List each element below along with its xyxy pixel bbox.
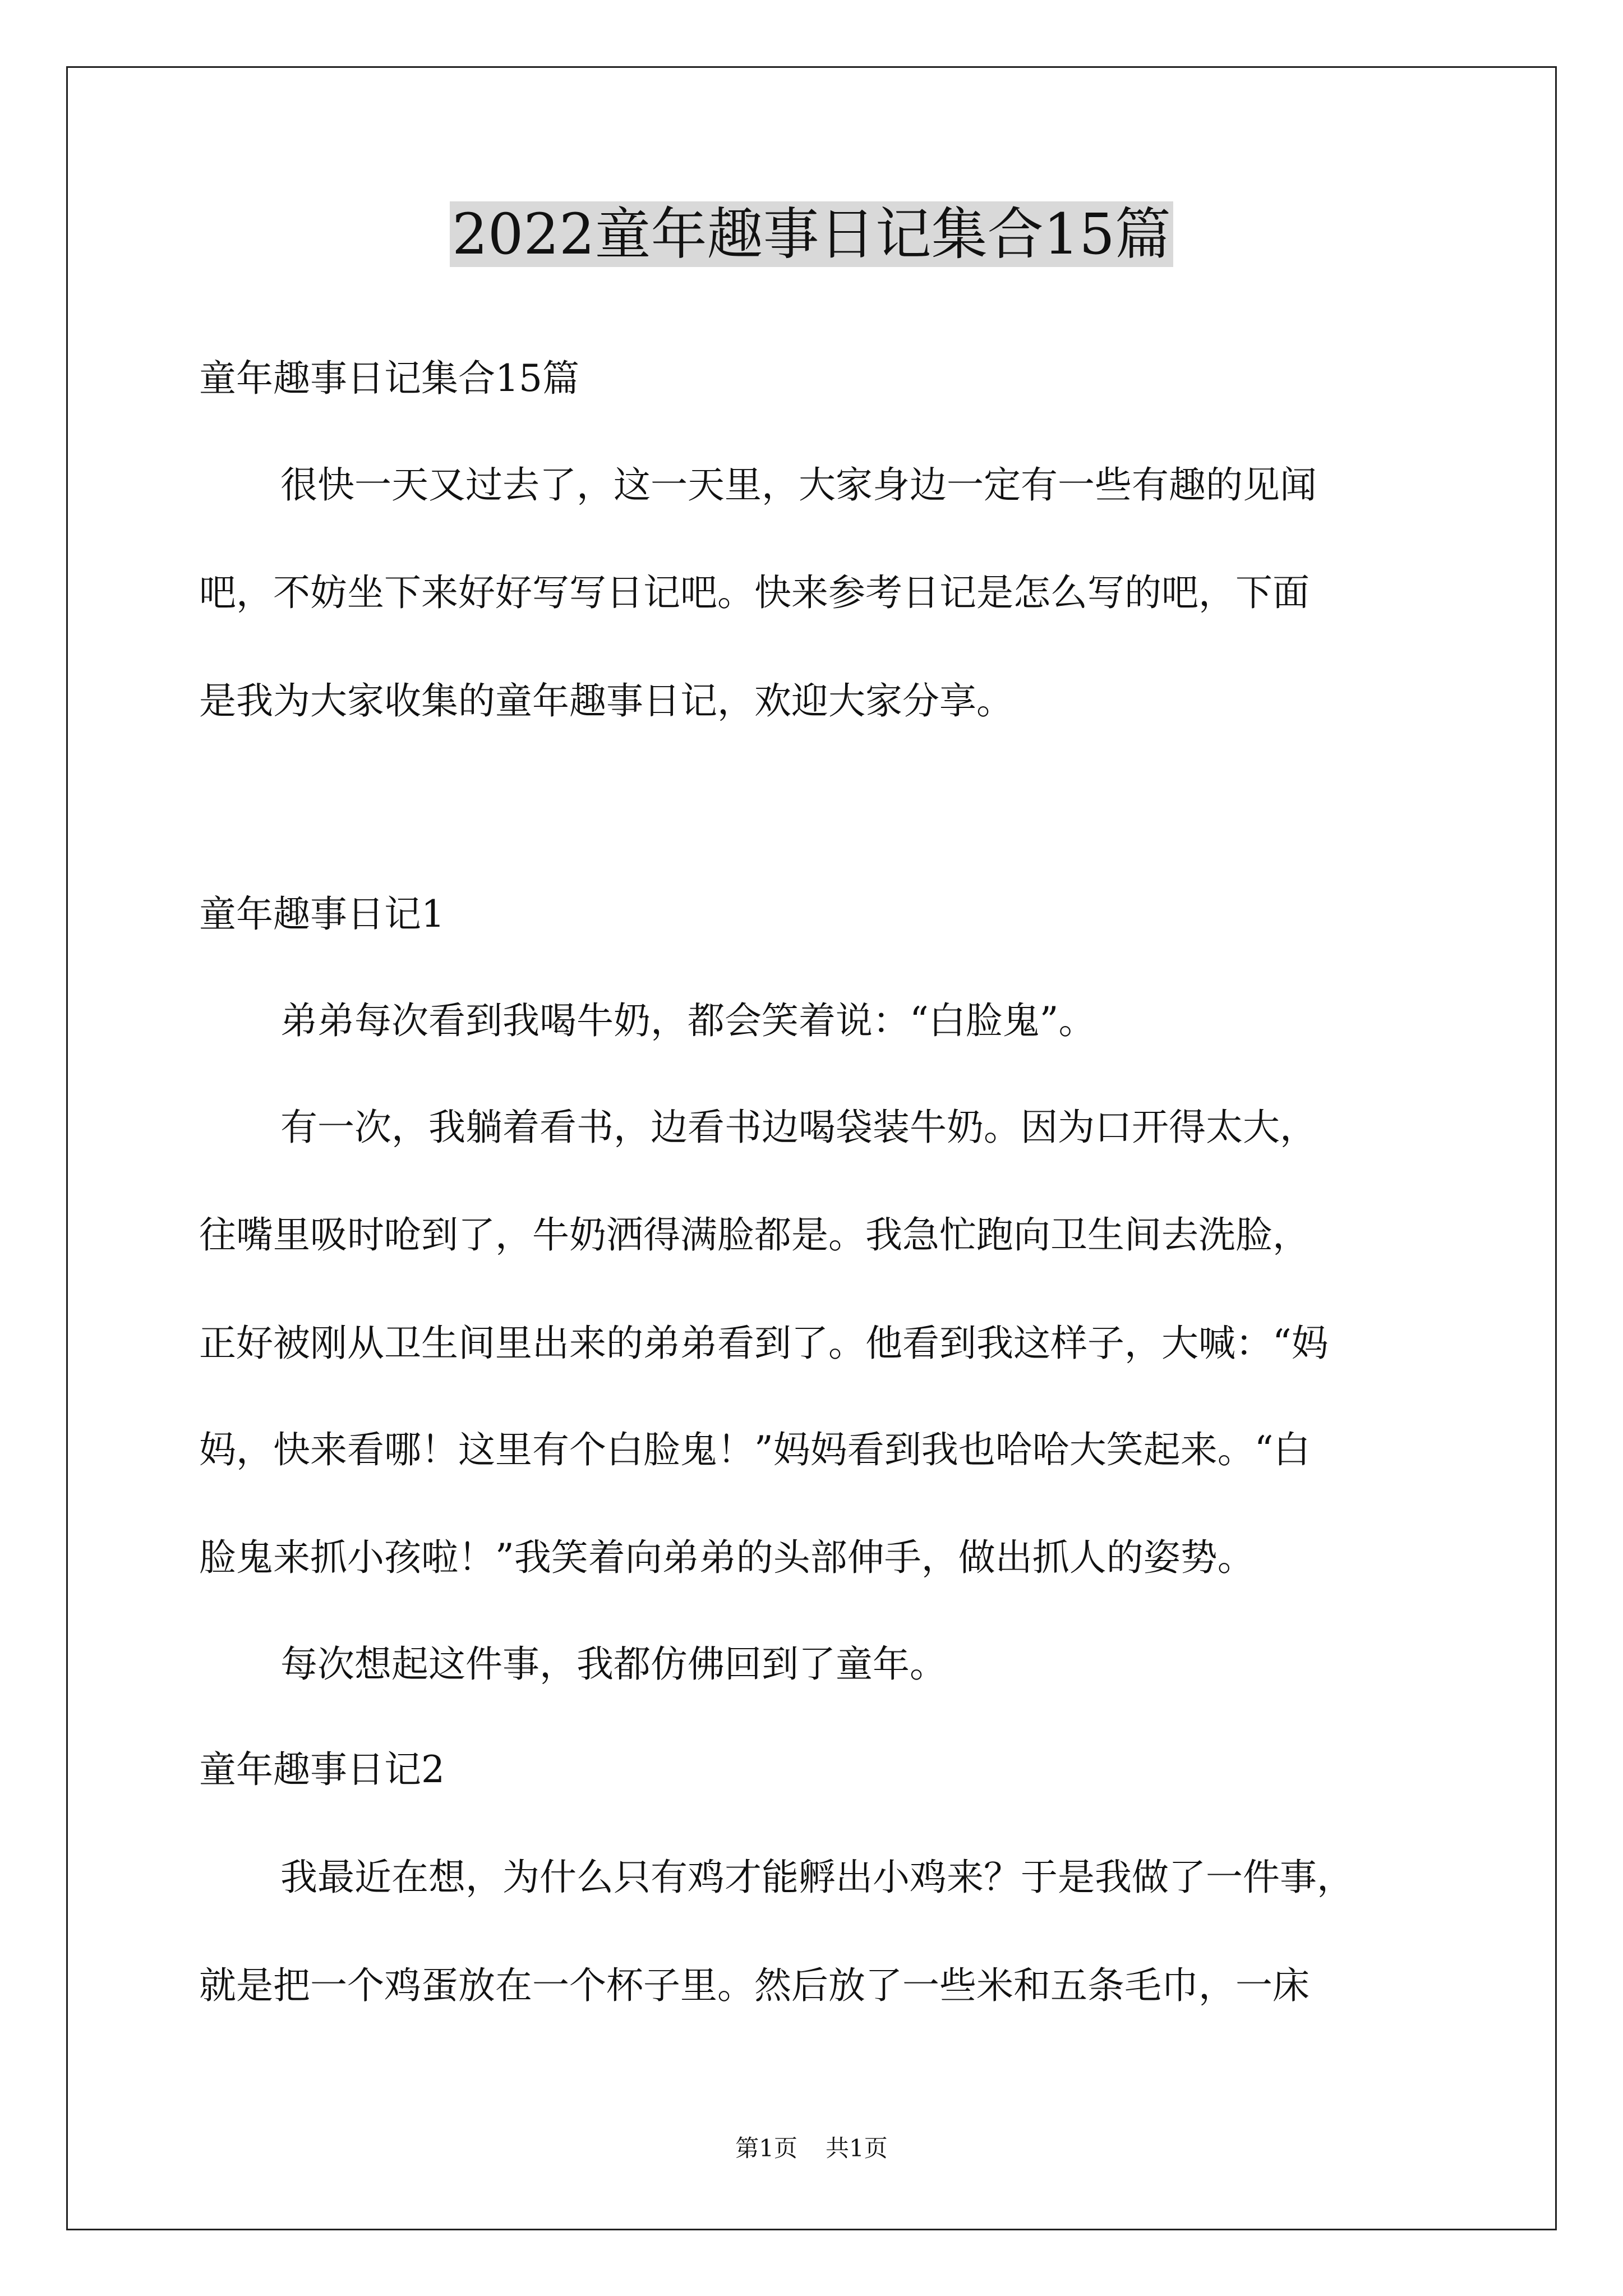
section-heading: 童年趣事日记1 [199,892,445,936]
intro-line: 是我为大家收集的童年趣事日记，欢迎大家分享。 [199,679,1013,723]
paragraph-line: 有一次，我躺着看书，边看书边喝袋装牛奶。因为口开得太大， [280,1106,1317,1149]
paragraph-line: 妈，快来看哪！这里有个白脸鬼！”妈妈看到我也哈哈大笑起来。“白 [199,1428,1311,1471]
section-heading: 童年趣事日记2 [199,1748,445,1791]
paragraph-line: 脸鬼来抓小孩啦！”我笑着向弟弟的头部伸手，做出抓人的姿势。 [199,1536,1255,1579]
paragraph-line: 我最近在想，为什么只有鸡才能孵出小鸡来？于是我做了一件事， [280,1856,1354,1899]
paragraph-line: 弟弟每次看到我喝牛奶，都会笑着说：“白脸鬼”。 [280,999,1096,1042]
paragraph-line: 正好被刚从卫生间里出来的弟弟看到了。他看到我这样子，大喊：“妈 [199,1322,1329,1365]
paragraph-line: 往嘴里吸时呛到了，牛奶洒得满脸都是。我急忙跑向卫生间去洗脸， [199,1213,1310,1257]
page-footer [0,2132,1623,2165]
page-total: 共1页 [826,2134,888,2162]
document-title: 2022童年趣事日记集合15篇 [450,201,1173,267]
intro-line: 很快一天又过去了，这一天里，大家身边一定有一些有趣的见闻 [280,463,1317,507]
intro-line: 吧，不妨坐下来好好写写日记吧。快来参考日记是怎么写的吧，下面 [199,571,1310,614]
paragraph-line: 就是把一个鸡蛋放在一个杯子里。然后放了一些米和五条毛巾，一床 [199,1964,1310,2007]
page-number: 第1页 [735,2134,797,2162]
paragraph-line: 每次想起这件事，我都仿佛回到了童年。 [280,1642,947,1686]
document-title-block [0,197,1623,272]
document-subtitle: 童年趣事日记集合15篇 [199,357,579,400]
